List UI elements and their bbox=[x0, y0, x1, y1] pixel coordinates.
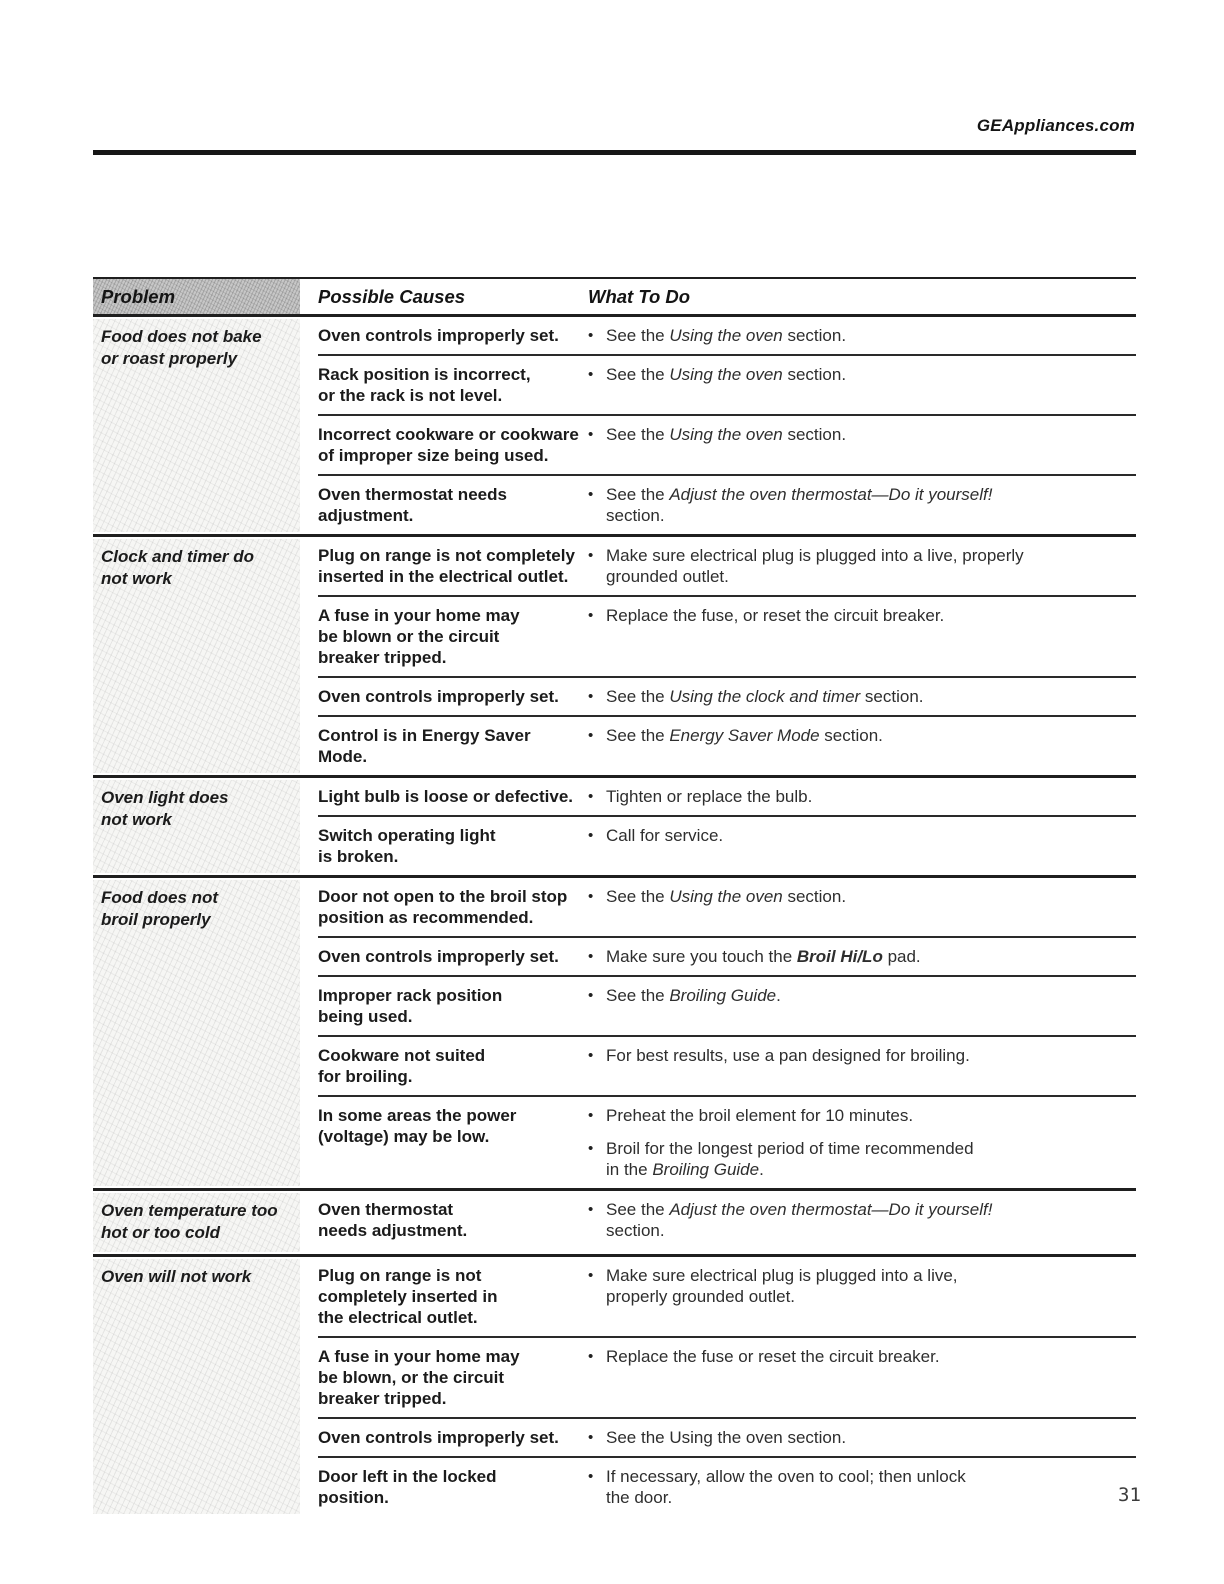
problem-texture bbox=[93, 539, 300, 773]
cause-text: the electrical outlet. bbox=[318, 1308, 478, 1327]
cause-text: Door not open to the broil stop bbox=[318, 887, 568, 906]
table-row bbox=[318, 595, 1136, 676]
bullet-icon: • bbox=[588, 1429, 594, 1446]
action-cell bbox=[588, 786, 1136, 807]
cause-text: Control is in Energy Saver bbox=[318, 726, 531, 745]
cause-text: Oven controls improperly set. bbox=[318, 687, 559, 706]
problem-title: Food does not bbox=[101, 888, 219, 907]
table-row bbox=[318, 676, 1136, 715]
bullet-icon: • bbox=[588, 1201, 594, 1218]
cause-cell bbox=[318, 1427, 588, 1448]
section-rows bbox=[318, 317, 1136, 534]
problem-section bbox=[93, 1257, 1136, 1516]
bullet-icon: • bbox=[588, 366, 594, 383]
cause-text: In some areas the power bbox=[318, 1106, 517, 1125]
action-cell bbox=[588, 725, 1136, 767]
action-cell bbox=[588, 686, 1136, 707]
cause-cell bbox=[318, 545, 588, 587]
table-row bbox=[318, 1095, 1136, 1188]
action-cell bbox=[588, 1346, 1136, 1409]
action-text: See the Adjust the oven thermostat—Do it yourself! section. bbox=[606, 1200, 993, 1240]
cause-cell bbox=[318, 1105, 588, 1180]
cause-cell bbox=[318, 786, 588, 807]
table-row bbox=[318, 317, 1136, 354]
bullet-icon: • bbox=[588, 426, 594, 443]
cause-cell bbox=[318, 686, 588, 707]
bullet-icon: • bbox=[588, 688, 594, 705]
cause-cell bbox=[318, 1466, 588, 1508]
action-cell bbox=[588, 325, 1136, 346]
action-text: See the Using the oven section. bbox=[606, 1428, 847, 1447]
cause-text: Oven thermostat needs bbox=[318, 485, 507, 504]
action-cell bbox=[588, 1105, 1136, 1180]
cause-text: be blown, or the circuit bbox=[318, 1368, 505, 1387]
cause-text: Oven thermostat bbox=[318, 1200, 454, 1219]
column-header-possible-causes: Possible Causes bbox=[318, 286, 466, 307]
action-cell bbox=[588, 1427, 1136, 1448]
page-number: 31 bbox=[1118, 1484, 1141, 1506]
cause-cell bbox=[318, 725, 588, 767]
action-text: Call for service. bbox=[606, 826, 724, 845]
bullet-icon: • bbox=[588, 948, 594, 965]
action-item bbox=[588, 686, 1132, 707]
problem-texture bbox=[93, 880, 300, 1186]
action-item bbox=[588, 1265, 1132, 1307]
action-cell bbox=[588, 424, 1136, 466]
bullet-icon: • bbox=[588, 1047, 594, 1064]
action-text: Preheat the broil element for 10 minutes. bbox=[606, 1106, 914, 1125]
action-item bbox=[588, 786, 1132, 807]
action-item bbox=[588, 545, 1132, 587]
action-item bbox=[588, 886, 1132, 907]
cause-text: Plug on range is not completely bbox=[318, 546, 575, 565]
cause-cell bbox=[318, 1045, 588, 1087]
bullet-icon: • bbox=[588, 486, 594, 503]
table-row bbox=[318, 537, 1136, 595]
action-item bbox=[588, 1045, 1132, 1066]
cause-text: Oven controls improperly set. bbox=[318, 1428, 559, 1447]
action-item bbox=[588, 825, 1132, 846]
bullet-icon: • bbox=[588, 727, 594, 744]
cause-cell bbox=[318, 484, 588, 526]
table-row bbox=[318, 1417, 1136, 1456]
section-rows bbox=[318, 537, 1136, 775]
problem-cell bbox=[93, 778, 318, 875]
action-item bbox=[588, 985, 1132, 1006]
cause-text: or the rack is not level. bbox=[318, 386, 503, 405]
section-rows bbox=[318, 878, 1136, 1188]
problem-cell bbox=[93, 1257, 318, 1516]
cause-cell bbox=[318, 424, 588, 466]
problem-cell bbox=[93, 317, 318, 534]
action-item bbox=[588, 325, 1132, 346]
problem-title: not work bbox=[101, 810, 172, 829]
bullet-icon: • bbox=[588, 547, 594, 564]
cause-text: needs adjustment. bbox=[318, 1221, 468, 1240]
action-text: Make sure electrical plug is plugged into a live, properly grounded outlet. bbox=[606, 1266, 958, 1306]
cause-cell bbox=[318, 985, 588, 1027]
cause-text: completely inserted in bbox=[318, 1287, 498, 1306]
action-cell bbox=[588, 1466, 1136, 1508]
action-text: Tighten or replace the bulb. bbox=[606, 787, 813, 806]
table-row bbox=[318, 715, 1136, 775]
problem-title: not work bbox=[101, 569, 172, 588]
cause-text: Improper rack position bbox=[318, 986, 503, 1005]
table-row bbox=[318, 1257, 1136, 1336]
problem-title: broil properly bbox=[101, 910, 211, 929]
bullet-icon: • bbox=[588, 1107, 594, 1124]
action-text: If necessary, allow the oven to cool; then unlock the door. bbox=[606, 1467, 966, 1507]
cause-cell bbox=[318, 325, 588, 346]
cause-cell bbox=[318, 886, 588, 928]
bullet-icon: • bbox=[588, 1468, 594, 1485]
table-row bbox=[318, 354, 1136, 414]
problem-section bbox=[93, 878, 1136, 1191]
action-text: See the Using the oven section. bbox=[606, 887, 847, 906]
cause-text: being used. bbox=[318, 1007, 413, 1026]
problem-texture bbox=[93, 1259, 300, 1514]
cause-text: A fuse in your home may bbox=[318, 606, 520, 625]
action-item bbox=[588, 364, 1132, 385]
table-body bbox=[93, 317, 1136, 1516]
header-rule bbox=[93, 150, 1136, 155]
cause-text: Mode. bbox=[318, 747, 368, 766]
table-header-row bbox=[93, 277, 1136, 317]
cause-text: Plug on range is not bbox=[318, 1266, 482, 1285]
cause-cell bbox=[318, 825, 588, 867]
cause-text: of improper size being used. bbox=[318, 446, 549, 465]
cause-text: Light bulb is loose or defective. bbox=[318, 787, 574, 806]
problem-title: Clock and timer do bbox=[101, 547, 255, 566]
action-cell bbox=[588, 985, 1136, 1027]
action-text: Make sure you touch the Broil Hi/Lo pad. bbox=[606, 947, 921, 966]
section-rows bbox=[318, 1257, 1136, 1516]
cause-text: Rack position is incorrect, bbox=[318, 365, 531, 384]
problem-section bbox=[93, 778, 1136, 878]
action-text: Replace the fuse or reset the circuit breaker. bbox=[606, 1347, 940, 1366]
website-header: GEAppliances.com bbox=[976, 116, 1135, 135]
problem-title: Food does not bake bbox=[101, 327, 262, 346]
table-row bbox=[318, 815, 1136, 875]
action-item bbox=[588, 1427, 1132, 1448]
cause-text: position as recommended. bbox=[318, 908, 534, 927]
action-cell bbox=[588, 364, 1136, 406]
table-row bbox=[318, 936, 1136, 975]
cause-text: Oven controls improperly set. bbox=[318, 947, 559, 966]
problem-title: hot or too cold bbox=[101, 1223, 220, 1242]
problem-title: Oven light does bbox=[101, 788, 229, 807]
table-row bbox=[318, 975, 1136, 1035]
bullet-icon: • bbox=[588, 327, 594, 344]
action-cell bbox=[588, 825, 1136, 867]
column-header-problem: Problem bbox=[93, 279, 300, 314]
bullet-icon: • bbox=[588, 1267, 594, 1284]
action-cell bbox=[588, 946, 1136, 967]
cause-cell bbox=[318, 364, 588, 406]
problem-cell bbox=[93, 1191, 318, 1254]
cause-text: breaker tripped. bbox=[318, 1389, 447, 1408]
action-item bbox=[588, 1105, 1132, 1126]
cause-text: A fuse in your home may bbox=[318, 1347, 520, 1366]
problem-texture bbox=[93, 1193, 300, 1252]
action-text: Replace the fuse, or reset the circuit breaker. bbox=[606, 606, 945, 625]
cause-cell bbox=[318, 1346, 588, 1409]
action-item bbox=[588, 1466, 1132, 1508]
action-text: See the Using the oven section. bbox=[606, 365, 847, 384]
bullet-icon: • bbox=[588, 607, 594, 624]
bullet-icon: • bbox=[588, 888, 594, 905]
action-item bbox=[588, 946, 1132, 967]
cause-text: breaker tripped. bbox=[318, 648, 447, 667]
column-header-what-to-do: What To Do bbox=[588, 286, 691, 307]
cause-text: inserted in the electrical outlet. bbox=[318, 567, 569, 586]
action-item bbox=[588, 484, 1132, 526]
bullet-icon: • bbox=[588, 987, 594, 1004]
cause-cell bbox=[318, 946, 588, 967]
action-text: For best results, use a pan designed for broiling. bbox=[606, 1046, 970, 1065]
action-item bbox=[588, 725, 1132, 746]
cause-cell bbox=[318, 1199, 588, 1241]
cause-text: be blown or the circuit bbox=[318, 627, 500, 646]
cause-text: Switch operating light bbox=[318, 826, 496, 845]
action-item bbox=[588, 424, 1132, 445]
troubleshooting-table bbox=[93, 277, 1136, 1516]
bullet-icon: • bbox=[588, 827, 594, 844]
action-text: Make sure electrical plug is plugged into a live, properly grounded outlet. bbox=[606, 546, 1024, 586]
cause-text: is broken. bbox=[318, 847, 399, 866]
action-cell bbox=[588, 605, 1136, 668]
table-row bbox=[318, 778, 1136, 815]
bullet-icon: • bbox=[588, 788, 594, 805]
action-cell bbox=[588, 1199, 1136, 1241]
table-row bbox=[318, 474, 1136, 534]
table-row bbox=[318, 1336, 1136, 1417]
problem-title: Oven will not work bbox=[101, 1267, 252, 1286]
cause-text: Door left in the locked bbox=[318, 1467, 497, 1486]
cause-text: (voltage) may be low. bbox=[318, 1127, 490, 1146]
action-cell bbox=[588, 545, 1136, 587]
action-item bbox=[588, 605, 1132, 626]
table-row bbox=[318, 414, 1136, 474]
table-row bbox=[318, 878, 1136, 936]
problem-cell bbox=[93, 537, 318, 775]
action-cell bbox=[588, 1265, 1136, 1328]
action-cell bbox=[588, 484, 1136, 526]
section-rows bbox=[318, 1191, 1136, 1254]
cause-text: Incorrect cookware or cookware bbox=[318, 425, 579, 444]
problem-section bbox=[93, 317, 1136, 537]
action-text: See the Broiling Guide. bbox=[606, 986, 781, 1005]
cause-text: Oven controls improperly set. bbox=[318, 326, 559, 345]
action-cell bbox=[588, 1045, 1136, 1087]
action-cell bbox=[588, 886, 1136, 928]
action-text: See the Using the oven section. bbox=[606, 425, 847, 444]
cause-text: adjustment. bbox=[318, 506, 414, 525]
bullet-icon: • bbox=[588, 1348, 594, 1365]
action-item bbox=[588, 1138, 1132, 1180]
cause-cell bbox=[318, 605, 588, 668]
table-row bbox=[318, 1035, 1136, 1095]
problem-cell bbox=[93, 878, 318, 1188]
action-text: See the Adjust the oven thermostat—Do it yourself! section. bbox=[606, 485, 993, 525]
action-item bbox=[588, 1346, 1132, 1367]
table-row bbox=[318, 1191, 1136, 1249]
problem-texture bbox=[93, 319, 300, 532]
action-text: See the Energy Saver Mode section. bbox=[606, 726, 883, 745]
action-text: See the Using the oven section. bbox=[606, 326, 847, 345]
problem-title: or roast properly bbox=[101, 349, 238, 368]
problem-texture bbox=[93, 780, 300, 873]
cause-text: Cookware not suited bbox=[318, 1046, 486, 1065]
section-rows bbox=[318, 778, 1136, 875]
action-item bbox=[588, 1199, 1132, 1241]
problem-section bbox=[93, 537, 1136, 778]
bullet-icon: • bbox=[588, 1140, 594, 1157]
problem-title: Oven temperature too bbox=[101, 1201, 278, 1220]
action-text: See the Using the clock and timer section. bbox=[606, 687, 924, 706]
cause-text: for broiling. bbox=[318, 1067, 413, 1086]
problem-section bbox=[93, 1191, 1136, 1257]
table-row bbox=[318, 1456, 1136, 1516]
cause-cell bbox=[318, 1265, 588, 1328]
cause-text: position. bbox=[318, 1488, 389, 1507]
action-text: Broil for the longest period of time recommended in the Broiling Guide. bbox=[606, 1139, 974, 1179]
